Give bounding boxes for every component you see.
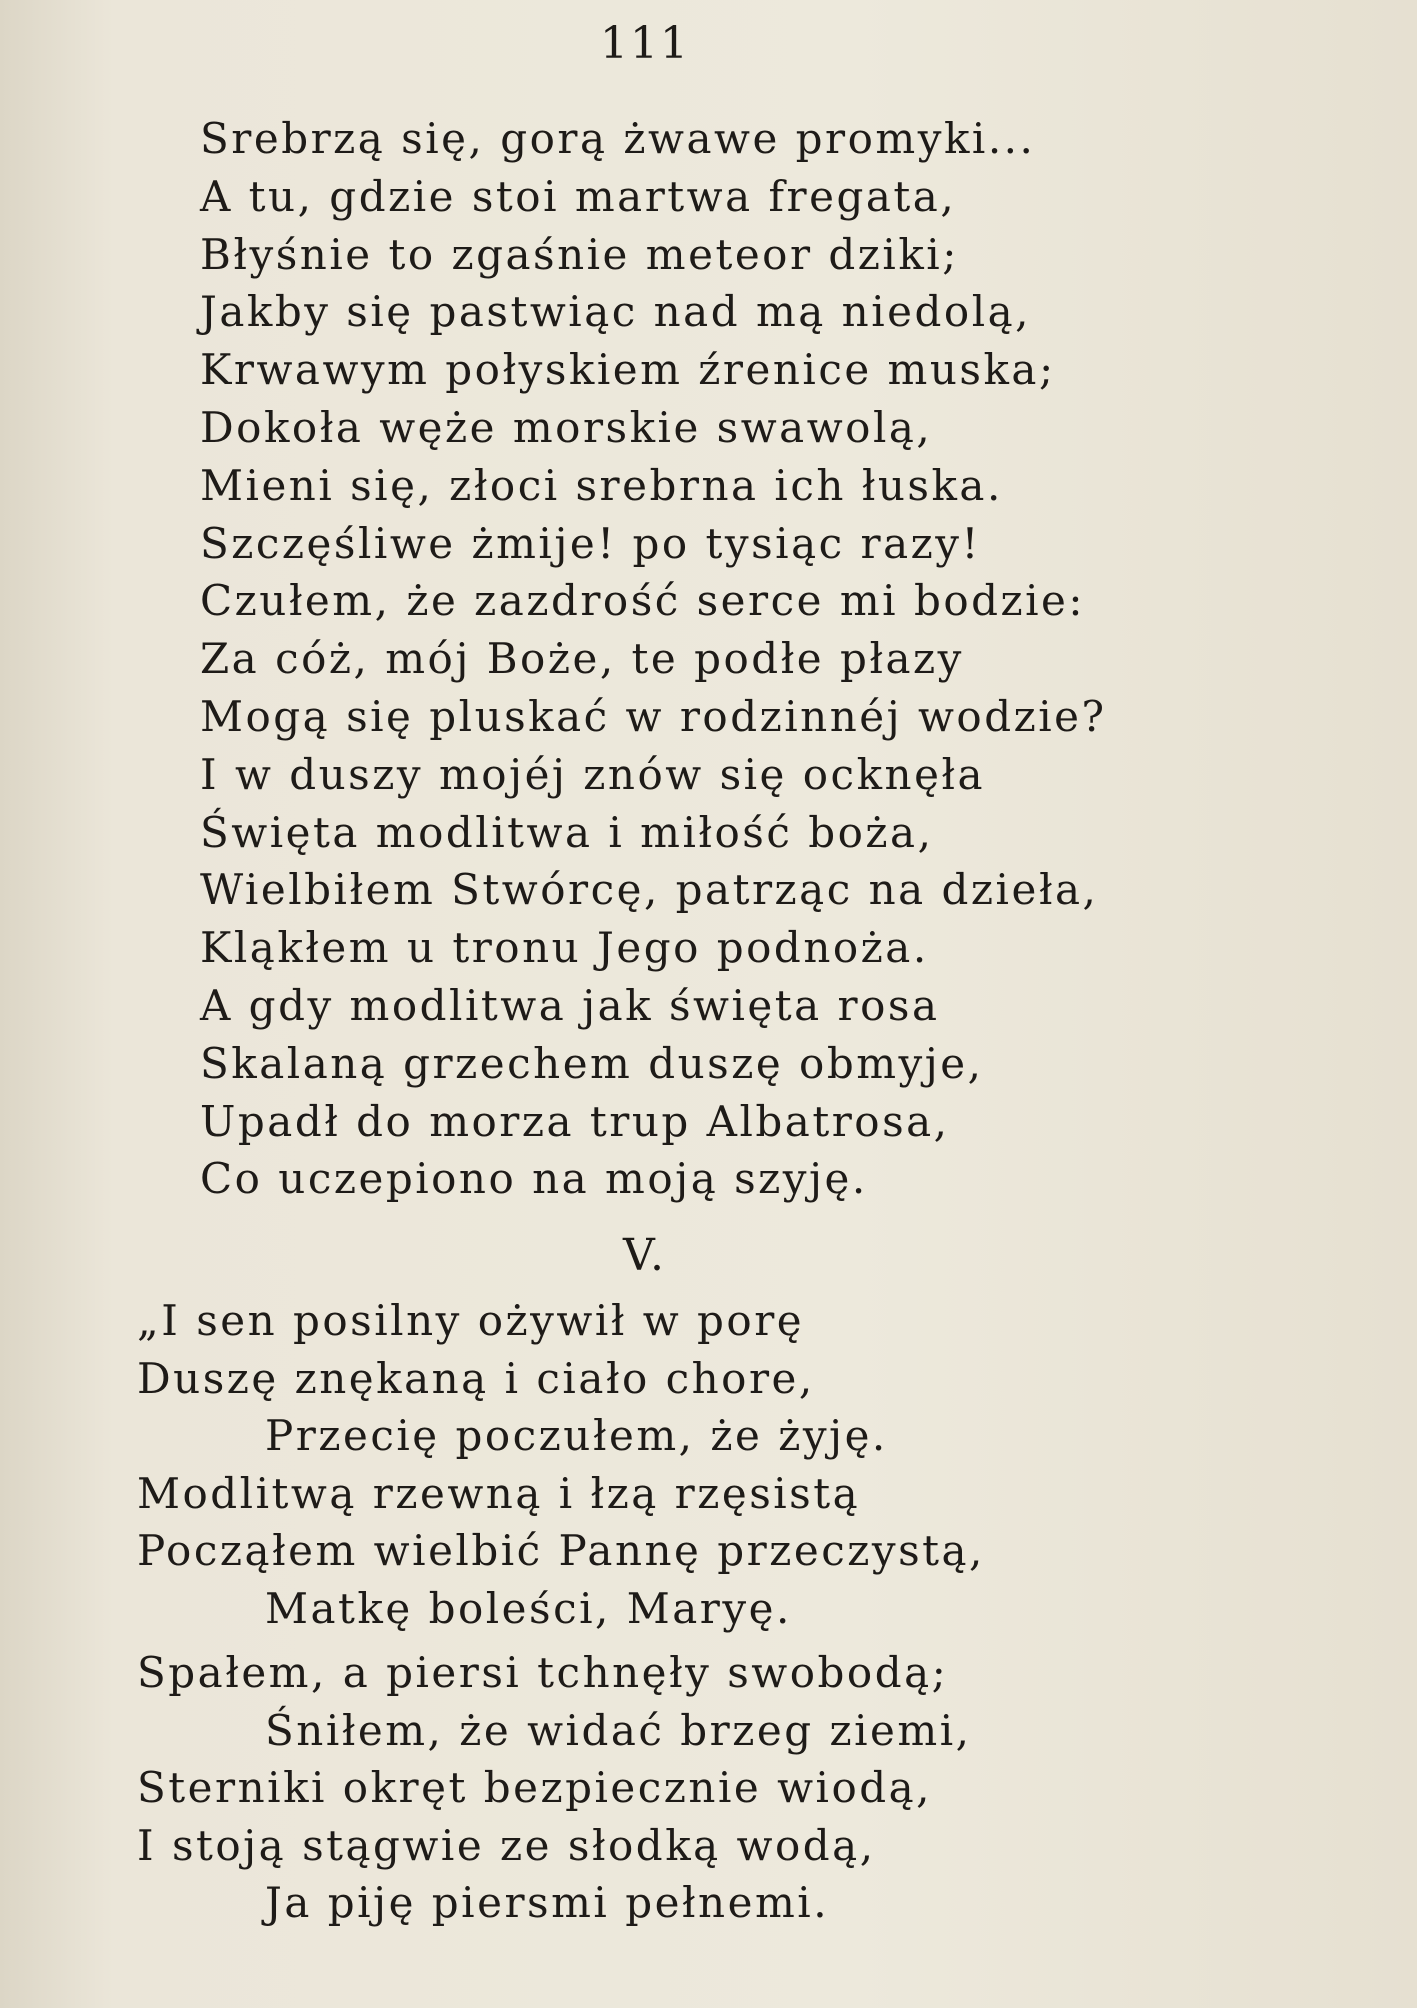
poem-line: Ja piję piersmi pełnemi. xyxy=(265,1878,830,1927)
poem-line: Kląkłem u tronu Jego podnoża. xyxy=(200,923,929,973)
poem-line: Mogą się pluskać w rodzinnéj wodzie? xyxy=(200,691,1107,741)
poem-line: Począłem wielbić Pannę przeczystą, xyxy=(137,1526,985,1575)
poem-line: I w duszy mojéj znów się ocknęła xyxy=(200,749,986,799)
poem-line: Święta modlitwa i miłość boża, xyxy=(200,807,934,857)
poem-line: Modlitwą rzewną i łzą rzęsistą xyxy=(137,1468,861,1518)
poem-line: I stoją stągwie ze słodką wodą, xyxy=(137,1820,876,1870)
poem-line: Co uczepiono na moją szyję. xyxy=(200,1154,868,1204)
poem-line: Matkę boleści, Maryę. xyxy=(265,1583,792,1633)
poem-line: „I sen posilny ożywił w porę xyxy=(137,1296,805,1345)
poem-line: Błyśnie to zgaśnie meteor dziki; xyxy=(200,229,959,279)
poem-line: Jakby się pastwiąc nad mą niedolą, xyxy=(200,287,1032,337)
poem-line: Przecię poczułem, że żyję. xyxy=(265,1411,888,1460)
poem-line: Mieni się, złoci srebrna ich łuska. xyxy=(200,460,1003,510)
poem-line: Dokoła węże morskie swawolą, xyxy=(200,402,933,452)
poem-line: Śniłem, że widać brzeg ziemi, xyxy=(265,1705,972,1755)
poem-line: Szczęśliwe żmije! po tysiąc razy! xyxy=(200,518,981,568)
poem-line: Sterniki okręt bezpiecznie wiodą, xyxy=(137,1763,933,1812)
poem-stanza-1 xyxy=(200,110,1200,1208)
poem-line: Duszę znękaną i ciało chore, xyxy=(137,1353,815,1403)
section-heading: V. xyxy=(622,1230,668,1281)
poem-line: Upadł do morza trup Albatrosa, xyxy=(200,1096,950,1146)
poem-line: A gdy modlitwa jak święta rosa xyxy=(200,980,940,1030)
poem-line: Krwawym połyskiem źrenice muska; xyxy=(200,345,1056,395)
poem-stanza-2 xyxy=(137,1292,1237,1637)
poem-stanza-3 xyxy=(137,1644,1237,1932)
poem-line: Spałem, a piersi tchnęły swobodą; xyxy=(137,1648,949,1697)
poem-line: A tu, gdzie stoi martwa fregata, xyxy=(200,171,957,221)
poem-line: Skalaną grzechem duszę obmyje, xyxy=(200,1038,984,1088)
poem-line: Czułem, że zazdrość serce mi bodzie: xyxy=(200,576,1086,626)
page-number: 111 xyxy=(600,18,690,69)
poem-line: Wielbiłem Stwórcę, patrząc na dzieła, xyxy=(200,865,1099,915)
poem-line: Srebrzą się, gorą żwawe promyki... xyxy=(200,114,1036,163)
poem-line: Za cóż, mój Boże, te podłe płazy xyxy=(200,634,964,684)
